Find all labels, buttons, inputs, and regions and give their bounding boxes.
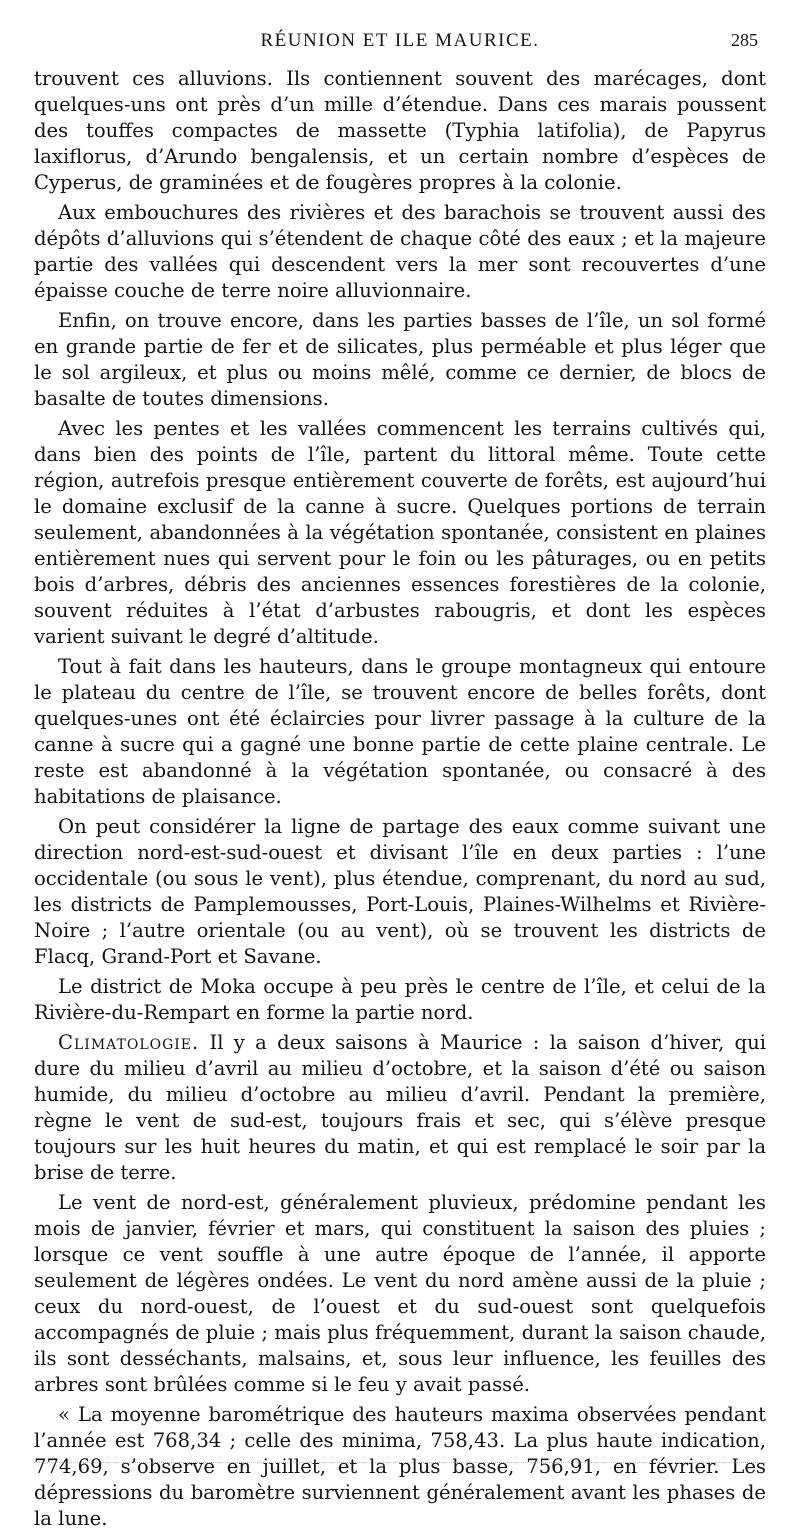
paragraph-terrains-cultives: Avec les pentes et les vallées commencent les terrains cultivés qui, dans bien des points de l’île, partent du littoral même. Toute cette région, autrefois presque entièrement couverte de forêts, est aujourd’hui le domaine exclusif de la canne à sucre. Quelques portions de terrain seulement, abandonnées à la végétation spontanée, consistent en plaines entièrement nues qui servent pour le foin ou les pâturages, ou en petits bois d’arbres, débris des anciennes essences forestières de la colonie, souvent réduites à l’état d’arbustes rabougris, et dont les espèces varient suivant le degré d’altitude. — [34, 417, 766, 648]
page-header — [34, 26, 766, 60]
running-title: RÉUNION ET ILE MAURICE. — [260, 30, 540, 51]
paragraph-vents: Le vent de nord-est, généralement pluvieux, prédomine pendant les mois de janvier, février et mars, qui constituent la saison des pluies ; lorsque ce vent souffle à une autre époque de l’année, il apporte seulement de légères ondées. Le vent du nord amène aussi de la pluie ; ceux du nord-ouest, de l’ouest et du sud-ouest sont quelquefois accompagnés de pluie ; mais plus fréquemment, durant la saison chaude, ils sont desséchants, malsains, et, sous leur influence, les feuilles des arbres sont brûlées comme si le feu y avait passé. — [34, 1191, 766, 1396]
section-heading-climatologie: Climatologie. — [58, 1031, 200, 1054]
climatologie-text: Il y a deux saisons à Maurice : la saison d’hiver, qui dure du milieu d’avril au milieu d’octobre, et la saison d’été ou saison humide, du milieu d’octobre au milieu d’avril. Pendant la première, règne le vent de sud-est, toujours frais et sec, qui s’élève presque toujours sur les huit heures du matin, et qui est remplacé le soir par la brise de terre. — [34, 1031, 766, 1184]
body-text — [34, 66, 766, 1532]
bottom-bleed-line — [34, 1462, 766, 1464]
paragraph-climatologie — [34, 1030, 766, 1186]
paragraph-parties-basses: Enfin, on trouve encore, dans les parties basses de l’île, un sol formé en grande partie de fer et de silicates, plus perméable et plus léger que le sol argileux, et plus ou moins mêlé, comme ce dernier, de blocs de basalte de toutes dimensions. — [34, 309, 766, 410]
paragraph-alluvions: trouvent ces alluvions. Ils contiennent souvent des marécages, dont quelques-uns ont près d’un mille d’étendue. Dans ces marais poussent des touffes compactes de massette (Typhia latifolia), de Papyrus laxiflorus, d’Arundo bengalensis, et un certain nombre d’espèces de Cyperus, de graminées et de fougères propres à la colonie. — [34, 67, 766, 194]
paragraph-moka: Le district de Moka occupe à peu près le centre de l’île, et celui de la Rivière-du-Rempart en forme la partie nord. — [34, 975, 766, 1024]
paragraph-embouchures: Aux embouchures des rivières et des barachois se trouvent aussi des dépôts d’alluvions qui s’étendent de chaque côté des eaux ; et la majeure partie des vallées qui descendent vers la mer sont recouvertes d’une épaisse couche de terre noire alluvionnaire. — [34, 201, 766, 302]
page-number: 285 — [731, 30, 758, 50]
paragraph-hauteurs: Tout à fait dans les hauteurs, dans le groupe montagneux qui entoure le plateau du centre de l’île, se trouvent encore de belles forêts, dont quelques-unes ont été éclaircies pour livrer passage à la culture de la canne à sucre qui a gagné une bonne partie de cette plaine centrale. Le reste est abandonné à la végétation spontanée, ou consacré à des habitations de plaisance. — [34, 655, 766, 808]
paragraph-partage-eaux: On peut considérer la ligne de partage des eaux comme suivant une direction nord-est-sud-ouest et divisant l’île en deux parties : l’une occidentale (ou sous le vent), plus étendue, comprenant, du nord au sud, les districts de Pamplemousses, Port-Louis, Plaines-Wilhelms et Rivière-Noire ; l’autre orientale (ou au vent), où se trouvent les districts de Flacq, Grand-Port et Savane. — [34, 815, 766, 968]
paragraph-barometre: « La moyenne barométrique des hauteurs maxima observées pendant l’année est 768,34 ; celle des minima, 758,43. La plus haute indication, 774,69, s’observe en juillet, et la plus basse, 756,91, en février. Les dépressions du baromètre surviennent généralement avant les phases de la lune. — [34, 1403, 766, 1530]
